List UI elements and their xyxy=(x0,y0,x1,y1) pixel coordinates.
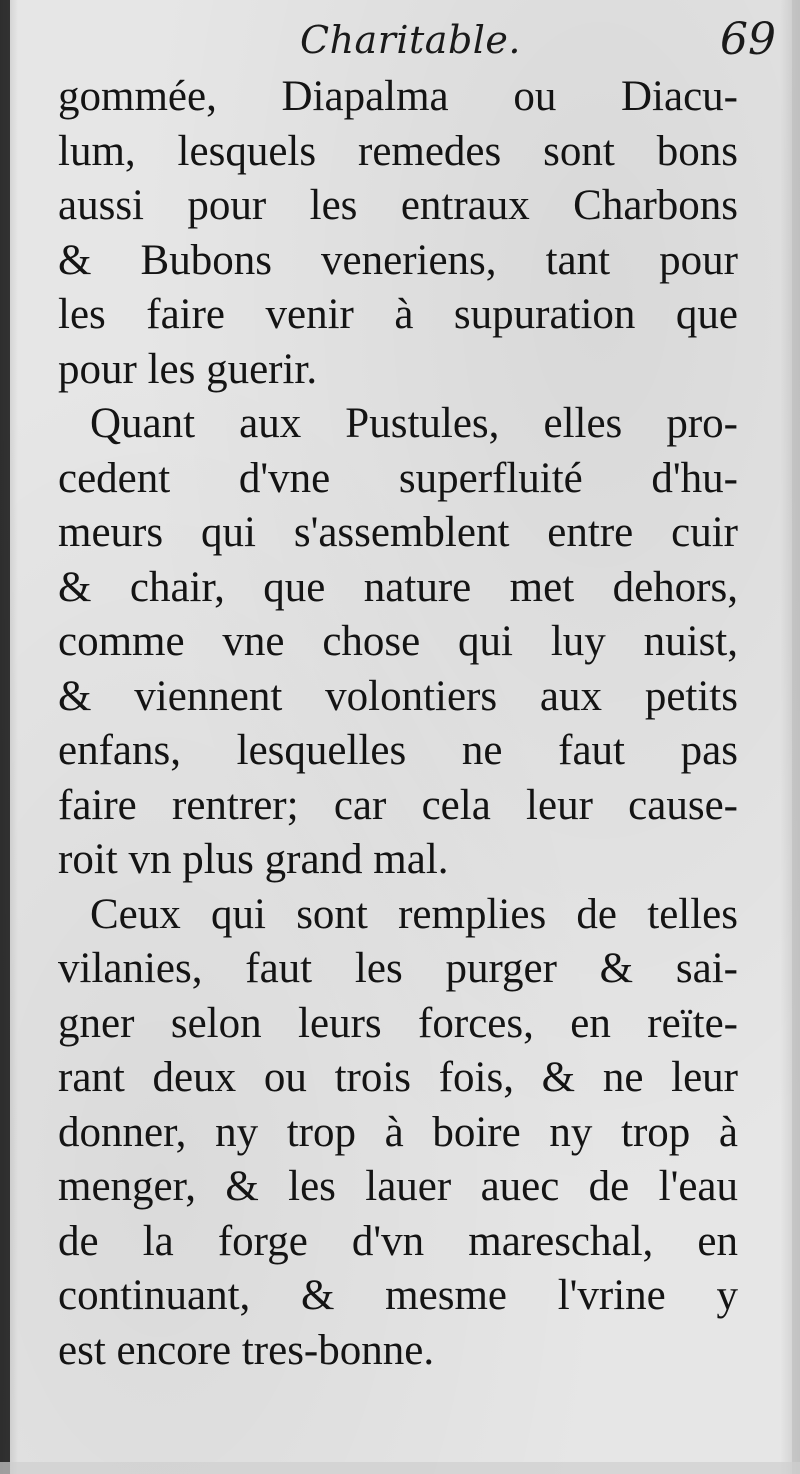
text-line: menger, & les lauer auec de l'eau xyxy=(58,1163,738,1210)
body-text xyxy=(58,70,738,1378)
text-line: enfans, lesquelles ne faut pas xyxy=(58,727,738,774)
text-line: gommée, Diapalma ou Diacu- xyxy=(58,73,738,120)
page-number: 69 xyxy=(720,14,776,65)
text-line: & Bubons veneriens, tant pour xyxy=(58,236,738,284)
paragraph-3 xyxy=(58,888,738,1379)
running-head: Charitable. xyxy=(300,18,521,62)
text-line: pour les guerir. xyxy=(58,345,318,393)
text-line: & viennent volontiers aux petits xyxy=(58,672,738,720)
text-line: faire rentrer; car cela leur cause- xyxy=(58,781,738,829)
text-line: aussi pour les entraux Charbons xyxy=(58,182,738,229)
text-line: comme vne chose qui luy nuist, xyxy=(58,618,738,665)
text-line: les faire venir à supuration que xyxy=(58,291,738,338)
page-header xyxy=(0,14,800,74)
text-line: vilanies, faut les purger & sai- xyxy=(58,945,738,992)
text-line: est encore tres-bonne. xyxy=(58,1326,435,1374)
text-line: cedent d'vne superfluité d'hu- xyxy=(58,454,738,502)
text-line: donner, ny trop à boire ny trop à xyxy=(58,1108,738,1156)
text-line: Ceux qui sont remplies de telles xyxy=(90,890,738,938)
text-line: lum, lesquels remedes sont bons xyxy=(58,127,738,175)
text-line: rant deux ou trois fois, & ne leur xyxy=(58,1054,738,1101)
text-line: & chair, que nature met dehors, xyxy=(58,563,738,611)
text-line: roit vn plus grand mal. xyxy=(58,836,449,883)
text-line: Quant aux Pustules, elles pro- xyxy=(90,400,738,447)
text-line: continuant, & mesme l'vrine y xyxy=(58,1272,738,1319)
text-line: meurs qui s'assemblent entre cuir xyxy=(58,509,738,556)
paragraph-2 xyxy=(58,397,738,888)
text-line: de la forge d'vn mareschal, en xyxy=(58,1217,738,1265)
paragraph-1 xyxy=(58,70,738,397)
text-line: gner selon leurs forces, en reïte- xyxy=(58,999,738,1047)
